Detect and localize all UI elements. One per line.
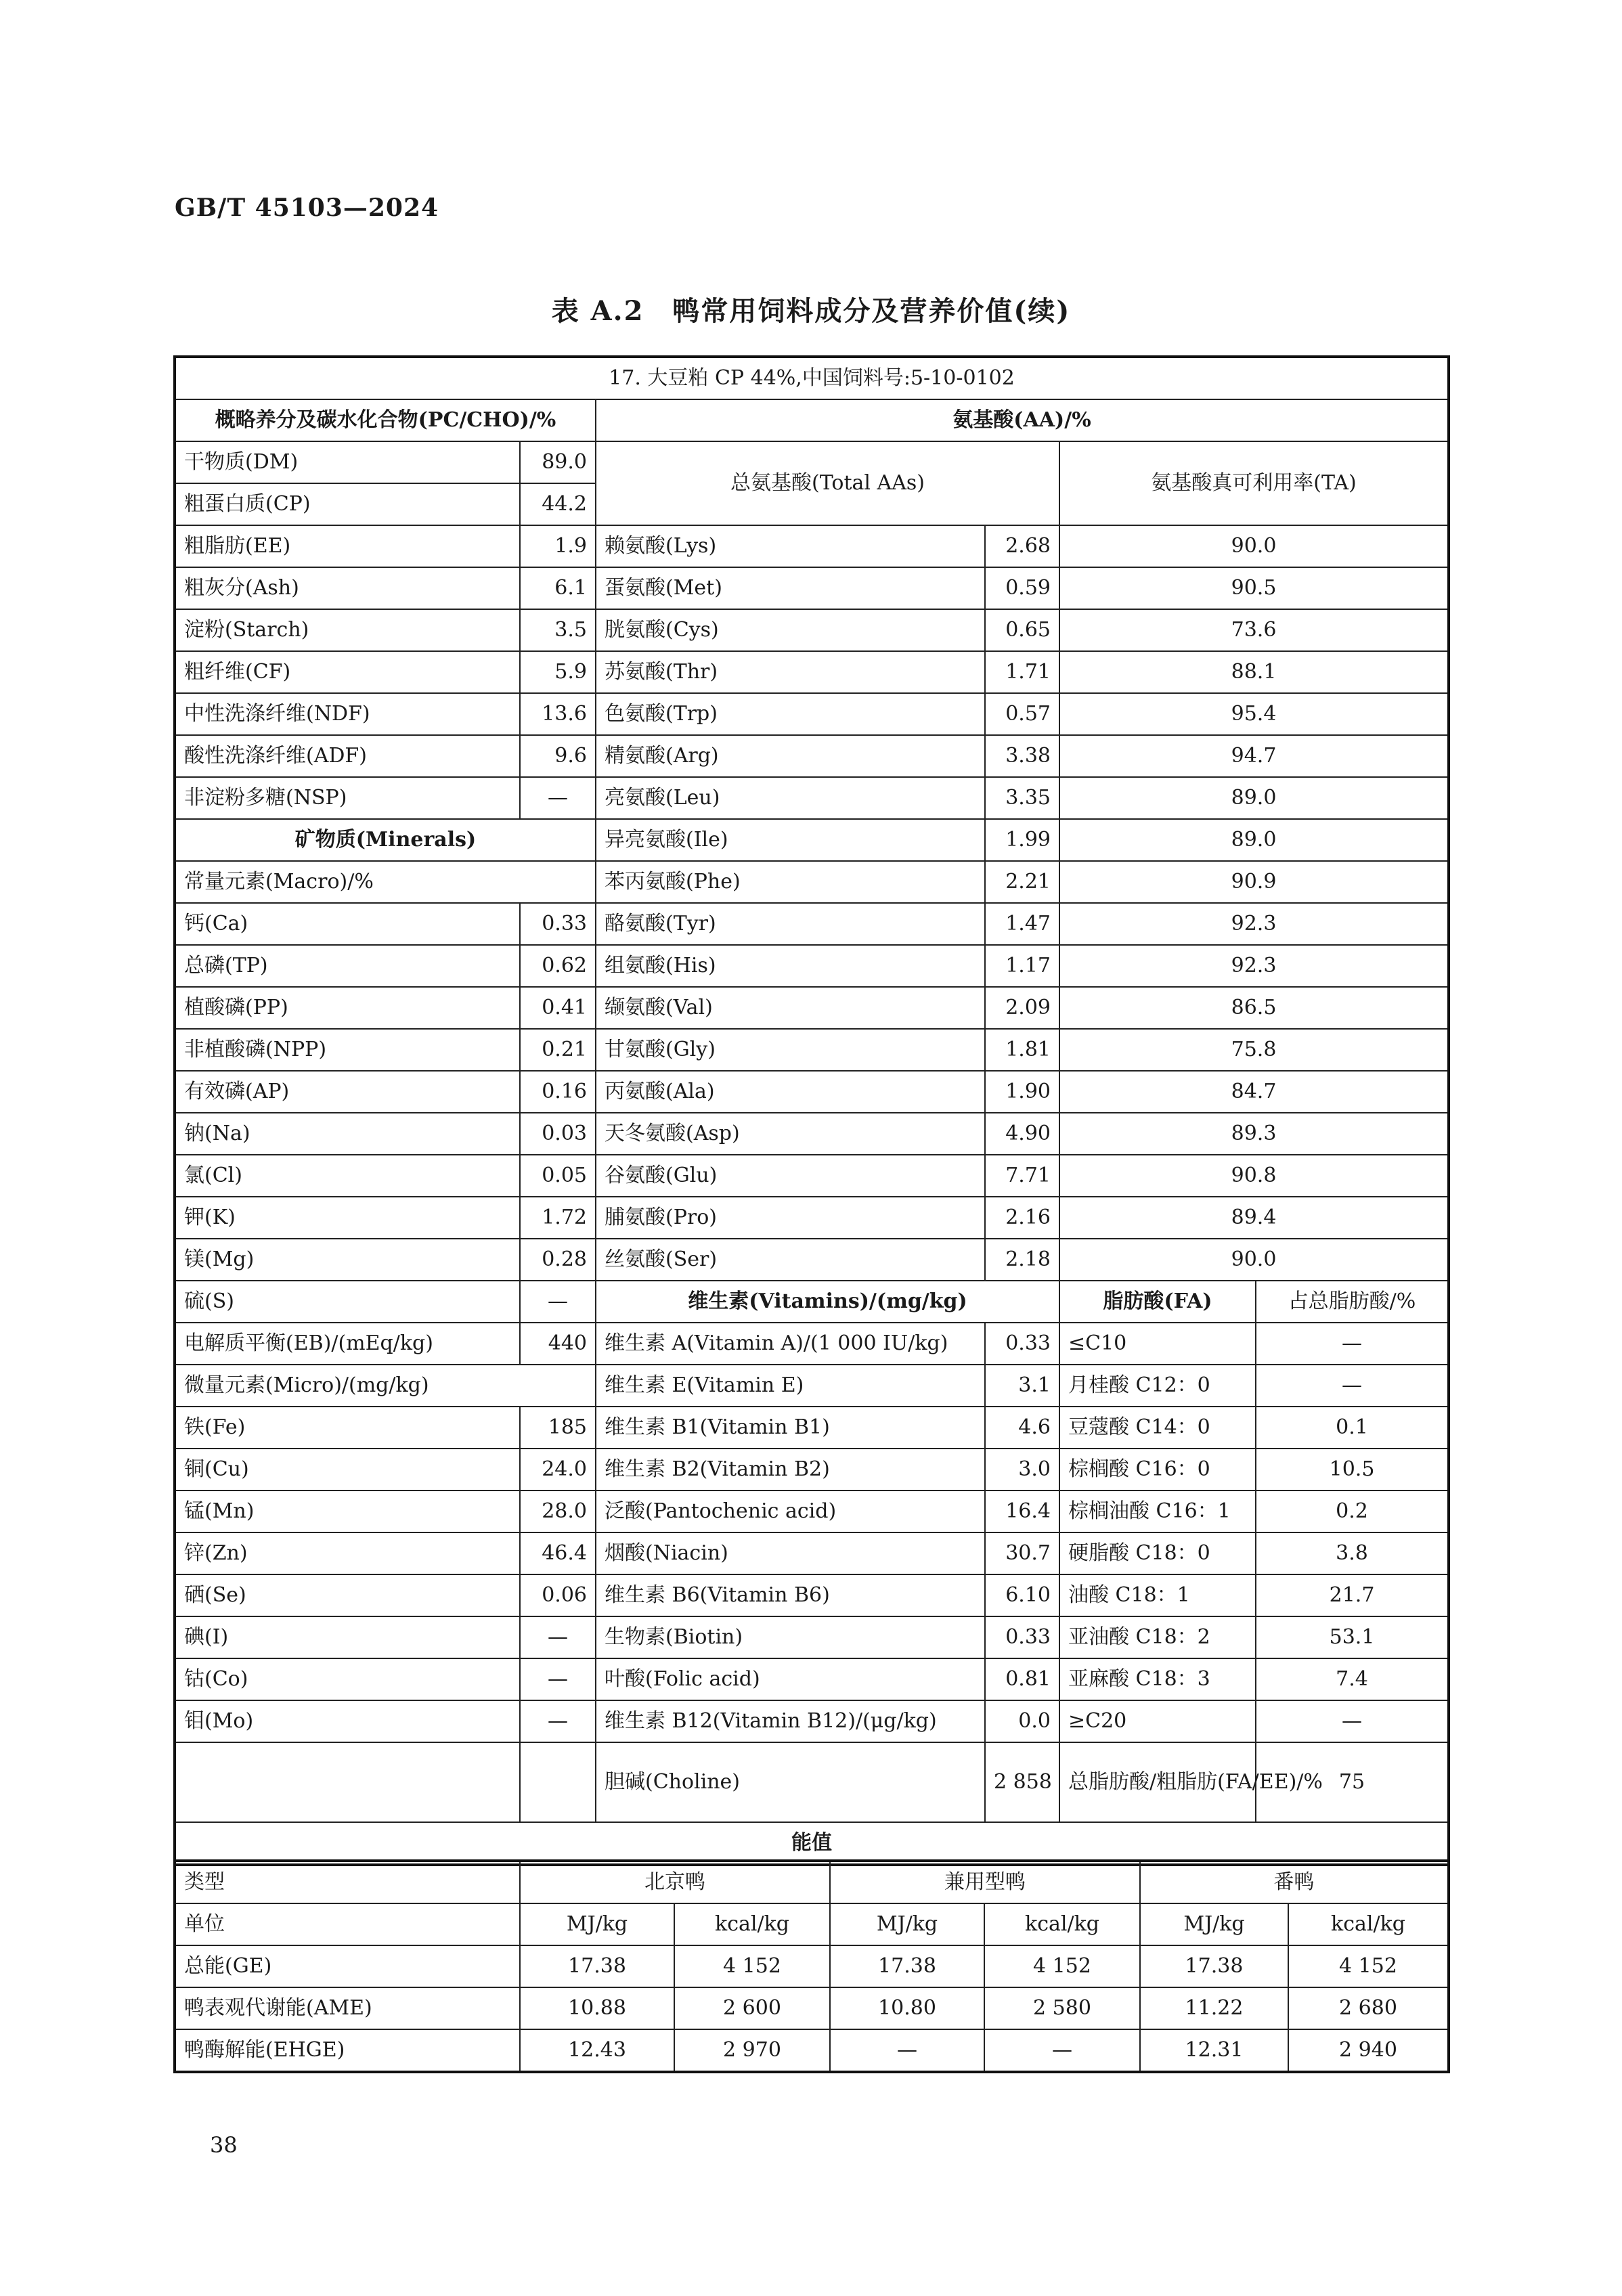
vitamin-name: 胆碱(Choline)	[596, 1742, 985, 1822]
vitamin-value: 3.1	[985, 1365, 1059, 1407]
fa-value: 0.1	[1256, 1407, 1449, 1449]
energy-label: 鸭酶解能(EHGE)	[175, 2029, 520, 2072]
type-label: 类型	[175, 1861, 520, 1903]
aa-value: 1.99	[985, 819, 1059, 861]
ta-value: 89.4	[1059, 1197, 1449, 1239]
vitamin-name: 维生素 A(Vitamin A)/(1 000 IU/kg)	[596, 1323, 985, 1365]
energy-value: 11.22	[1140, 1987, 1288, 2029]
aa-value: 3.38	[985, 735, 1059, 777]
vitamin-value: 30.7	[985, 1532, 1059, 1574]
row-value: 24.0	[520, 1449, 596, 1491]
row-value: 0.16	[520, 1071, 596, 1113]
table-row	[175, 1903, 1449, 1945]
aa-value: 1.90	[985, 1071, 1059, 1113]
row-value: 0.03	[520, 1113, 596, 1155]
vitamin-name: 维生素 B1(Vitamin B1)	[596, 1407, 985, 1449]
row-label: 酸性洗涤纤维(ADF)	[175, 735, 520, 777]
unit-cell: kcal/kg	[984, 1903, 1140, 1945]
vitamin-name: 烟酸(Niacin)	[596, 1532, 985, 1574]
ta-value: 90.0	[1059, 1239, 1449, 1281]
unit-cell: MJ/kg	[830, 1903, 984, 1945]
row-value: 89.0	[520, 441, 596, 483]
ta-value: 75.8	[1059, 1029, 1449, 1071]
row-value: 6.1	[520, 567, 596, 609]
row-label: 钠(Na)	[175, 1113, 520, 1155]
table-row	[175, 819, 1449, 861]
proximate-header: 概略养分及碳水化合物(PC/CHO)/%	[175, 399, 596, 441]
energy-value: 4 152	[674, 1945, 830, 1987]
unit-cell: MJ/kg	[1140, 1903, 1288, 1945]
aa-value: 1.47	[985, 903, 1059, 945]
table-row	[175, 1822, 1449, 1865]
vitamin-value: 16.4	[985, 1491, 1059, 1532]
aa-value: 7.71	[985, 1155, 1059, 1197]
row-label: 锌(Zn)	[175, 1532, 520, 1574]
aa-value: 0.65	[985, 609, 1059, 651]
table-row	[175, 903, 1449, 945]
fa-name: 棕榈油酸 C16：1	[1059, 1491, 1256, 1532]
vitamin-value: 0.33	[985, 1323, 1059, 1365]
total-aa-header: 总氨基酸(Total AAs)	[596, 441, 1059, 525]
minerals-header: 矿物质(Minerals)	[175, 819, 596, 861]
row-value: —	[520, 1700, 596, 1742]
feed-composition-table	[173, 355, 1450, 1866]
empty-cell	[175, 1742, 520, 1822]
row-label: 干物质(DM)	[175, 441, 520, 483]
fa-value: 7.4	[1256, 1658, 1449, 1700]
row-label: 氯(Cl)	[175, 1155, 520, 1197]
energy-value: 17.38	[830, 1945, 984, 1987]
table-row	[175, 399, 1449, 441]
aa-value: 1.71	[985, 651, 1059, 693]
group-muscovy-duck: 番鸭	[1140, 1861, 1449, 1903]
row-value: —	[520, 1281, 596, 1323]
unit-cell: kcal/kg	[1288, 1903, 1449, 1945]
row-value: 9.6	[520, 735, 596, 777]
row-value: —	[520, 777, 596, 819]
row-label: 镁(Mg)	[175, 1239, 520, 1281]
aa-value: 2.18	[985, 1239, 1059, 1281]
row-label: 钼(Mo)	[175, 1700, 520, 1742]
aa-value: 0.59	[985, 567, 1059, 609]
energy-table	[173, 1859, 1450, 2073]
vitamin-name: 维生素 B2(Vitamin B2)	[596, 1449, 985, 1491]
table-row	[175, 441, 1449, 483]
energy-value: 10.80	[830, 1987, 984, 2029]
empty-cell	[520, 1742, 596, 1822]
row-value: 440	[520, 1323, 596, 1365]
macro-header: 常量元素(Macro)/%	[175, 861, 596, 903]
unit-cell: MJ/kg	[520, 1903, 674, 1945]
fa-pct-header: 占总脂肪酸/%	[1256, 1281, 1449, 1323]
row-label: 钙(Ca)	[175, 903, 520, 945]
ta-value: 89.0	[1059, 777, 1449, 819]
row-label: 中性洗涤纤维(NDF)	[175, 693, 520, 735]
aa-name: 异亮氨酸(Ile)	[596, 819, 985, 861]
table-row	[175, 1987, 1449, 2029]
aa-name: 亮氨酸(Leu)	[596, 777, 985, 819]
ta-value: 88.1	[1059, 651, 1449, 693]
aa-value: 0.57	[985, 693, 1059, 735]
vitamin-value: 0.33	[985, 1616, 1059, 1658]
vitamin-value: 0.0	[985, 1700, 1059, 1742]
energy-value: 2 580	[984, 1987, 1140, 2029]
row-label: 有效磷(AP)	[175, 1071, 520, 1113]
aa-name: 组氨酸(His)	[596, 945, 985, 987]
aa-name: 色氨酸(Trp)	[596, 693, 985, 735]
row-value: 13.6	[520, 693, 596, 735]
fa-value: 75	[1256, 1742, 1449, 1822]
aa-value: 4.90	[985, 1113, 1059, 1155]
table-row	[175, 777, 1449, 819]
row-value: 185	[520, 1407, 596, 1449]
ta-value: 90.8	[1059, 1155, 1449, 1197]
ta-value: 95.4	[1059, 693, 1449, 735]
table-row	[175, 525, 1449, 567]
ta-header: 氨基酸真可利用率(TA)	[1059, 441, 1449, 525]
aa-name: 谷氨酸(Glu)	[596, 1155, 985, 1197]
micro-header: 微量元素(Micro)/(mg/kg)	[175, 1365, 596, 1407]
energy-value: 17.38	[520, 1945, 674, 1987]
row-label: 电解质平衡(EB)/(mEq/kg)	[175, 1323, 520, 1365]
table-row	[175, 1861, 1449, 1903]
table-row	[175, 2029, 1449, 2072]
table-row	[175, 693, 1449, 735]
row-label: 非植酸磷(NPP)	[175, 1029, 520, 1071]
table-row	[175, 1742, 1449, 1822]
row-value: —	[520, 1616, 596, 1658]
aa-name: 苯丙氨酸(Phe)	[596, 861, 985, 903]
ta-value: 90.0	[1059, 525, 1449, 567]
table-row	[175, 945, 1449, 987]
energy-value: —	[830, 2029, 984, 2072]
aa-name: 胱氨酸(Cys)	[596, 609, 985, 651]
unit-label: 单位	[175, 1903, 520, 1945]
row-value: 0.06	[520, 1574, 596, 1616]
vitamin-name: 泛酸(Pantochenic acid)	[596, 1491, 985, 1532]
table-row	[175, 1532, 1449, 1574]
table-row	[175, 861, 1449, 903]
aa-name: 苏氨酸(Thr)	[596, 651, 985, 693]
energy-value: 2 970	[674, 2029, 830, 2072]
aa-name: 甘氨酸(Gly)	[596, 1029, 985, 1071]
fa-value: 53.1	[1256, 1616, 1449, 1658]
row-value: 0.28	[520, 1239, 596, 1281]
table-row	[175, 987, 1449, 1029]
row-label: 硒(Se)	[175, 1574, 520, 1616]
energy-value: 2 680	[1288, 1987, 1449, 2029]
energy-value: 17.38	[1140, 1945, 1288, 1987]
row-label: 钾(K)	[175, 1197, 520, 1239]
fa-name: ≤C10	[1059, 1323, 1256, 1365]
row-label: 锰(Mn)	[175, 1491, 520, 1532]
ta-value: 92.3	[1059, 903, 1449, 945]
fa-value: 10.5	[1256, 1449, 1449, 1491]
table-row	[175, 1239, 1449, 1281]
aa-name: 丙氨酸(Ala)	[596, 1071, 985, 1113]
vitamin-value: 0.81	[985, 1658, 1059, 1700]
row-value: 5.9	[520, 651, 596, 693]
aa-value: 2.09	[985, 987, 1059, 1029]
aa-name: 酪氨酸(Tyr)	[596, 903, 985, 945]
row-label: 粗纤维(CF)	[175, 651, 520, 693]
row-label: 粗脂肪(EE)	[175, 525, 520, 567]
feed-title: 17. 大豆粕 CP 44%,中国饲料号:5-10-0102	[175, 357, 1449, 399]
table-row	[175, 1029, 1449, 1071]
row-value: 0.21	[520, 1029, 596, 1071]
energy-value: —	[984, 2029, 1140, 2072]
row-value: 28.0	[520, 1491, 596, 1532]
aa-name: 精氨酸(Arg)	[596, 735, 985, 777]
aa-name: 缬氨酸(Val)	[596, 987, 985, 1029]
ta-value: 86.5	[1059, 987, 1449, 1029]
table-row	[175, 1700, 1449, 1742]
aa-value: 1.81	[985, 1029, 1059, 1071]
aa-value: 3.35	[985, 777, 1059, 819]
fa-name: 硬脂酸 C18：0	[1059, 1532, 1256, 1574]
vitamin-value: 2 858	[985, 1742, 1059, 1822]
fa-name: 棕榈酸 C16：0	[1059, 1449, 1256, 1491]
table-title: 表 A.2 鸭常用饲料成分及营养价值(续)	[551, 295, 1071, 327]
energy-value: 2 600	[674, 1987, 830, 2029]
vitamin-name: 维生素 E(Vitamin E)	[596, 1365, 985, 1407]
fa-name: 亚油酸 C18：2	[1059, 1616, 1256, 1658]
table-row	[175, 735, 1449, 777]
aa-value: 1.17	[985, 945, 1059, 987]
energy-value: 12.31	[1140, 2029, 1288, 2072]
group-dual-purpose-duck: 兼用型鸭	[830, 1861, 1140, 1903]
ta-value: 94.7	[1059, 735, 1449, 777]
table-row	[175, 651, 1449, 693]
aa-name: 丝氨酸(Ser)	[596, 1239, 985, 1281]
table-row	[175, 1449, 1449, 1491]
ta-value: 92.3	[1059, 945, 1449, 987]
table-row	[175, 1323, 1449, 1365]
row-value: 0.41	[520, 987, 596, 1029]
ta-value: 90.9	[1059, 861, 1449, 903]
fa-header: 脂肪酸(FA)	[1059, 1281, 1256, 1323]
fa-value: —	[1256, 1365, 1449, 1407]
ta-value: 90.5	[1059, 567, 1449, 609]
row-label: 硫(S)	[175, 1281, 520, 1323]
table-row	[175, 1945, 1449, 1987]
fa-name: 月桂酸 C12：0	[1059, 1365, 1256, 1407]
row-value: 46.4	[520, 1532, 596, 1574]
energy-value: 4 152	[1288, 1945, 1449, 1987]
ta-value: 73.6	[1059, 609, 1449, 651]
table-row	[175, 1616, 1449, 1658]
energy-value: 10.88	[520, 1987, 674, 2029]
aa-value: 2.68	[985, 525, 1059, 567]
table-row	[175, 357, 1449, 399]
table-row	[175, 1365, 1449, 1407]
ta-value: 84.7	[1059, 1071, 1449, 1113]
row-value: 3.5	[520, 609, 596, 651]
standard-code: GB/T 45103—2024	[175, 194, 439, 222]
vitamin-name: 叶酸(Folic acid)	[596, 1658, 985, 1700]
row-value: 0.05	[520, 1155, 596, 1197]
fa-value: 3.8	[1256, 1532, 1449, 1574]
row-value: 1.9	[520, 525, 596, 567]
vitamin-name: 维生素 B6(Vitamin B6)	[596, 1574, 985, 1616]
table-row	[175, 1407, 1449, 1449]
table-row	[175, 567, 1449, 609]
energy-value: 4 152	[984, 1945, 1140, 1987]
fa-value: 0.2	[1256, 1491, 1449, 1532]
row-label: 铜(Cu)	[175, 1449, 520, 1491]
row-value: 0.33	[520, 903, 596, 945]
row-value: 1.72	[520, 1197, 596, 1239]
ta-value: 89.0	[1059, 819, 1449, 861]
table-row	[175, 1491, 1449, 1532]
aa-value: 2.16	[985, 1197, 1059, 1239]
row-label: 植酸磷(PP)	[175, 987, 520, 1029]
page-number: 38	[210, 2132, 238, 2158]
energy-label: 鸭表观代谢能(AME)	[175, 1987, 520, 2029]
energy-value: 12.43	[520, 2029, 674, 2072]
fa-name: 亚麻酸 C18：3	[1059, 1658, 1256, 1700]
aa-name: 蛋氨酸(Met)	[596, 567, 985, 609]
row-label: 粗蛋白质(CP)	[175, 483, 520, 525]
aa-name: 脯氨酸(Pro)	[596, 1197, 985, 1239]
aa-name: 赖氨酸(Lys)	[596, 525, 985, 567]
fa-value: —	[1256, 1700, 1449, 1742]
table-row	[175, 1071, 1449, 1113]
row-label: 碘(I)	[175, 1616, 520, 1658]
row-label: 淀粉(Starch)	[175, 609, 520, 651]
fa-name: 豆蔻酸 C14：0	[1059, 1407, 1256, 1449]
table-row	[175, 1197, 1449, 1239]
aa-name: 天冬氨酸(Asp)	[596, 1113, 985, 1155]
row-label: 铁(Fe)	[175, 1407, 520, 1449]
row-value: 44.2	[520, 483, 596, 525]
group-beijing-duck: 北京鸭	[520, 1861, 830, 1903]
fa-value: —	[1256, 1323, 1449, 1365]
fa-name: 油酸 C18：1	[1059, 1574, 1256, 1616]
energy-header: 能值	[175, 1822, 1449, 1865]
ta-value: 89.3	[1059, 1113, 1449, 1155]
table-row	[175, 1658, 1449, 1700]
table-row	[175, 609, 1449, 651]
row-label: 非淀粉多糖(NSP)	[175, 777, 520, 819]
fa-name: 总脂肪酸/粗脂肪(FA/EE)/%	[1059, 1742, 1256, 1822]
unit-cell: kcal/kg	[674, 1903, 830, 1945]
aa-value: 2.21	[985, 861, 1059, 903]
table-row	[175, 1574, 1449, 1616]
table-row	[175, 1281, 1449, 1323]
energy-value: 2 940	[1288, 2029, 1449, 2072]
row-label: 钴(Co)	[175, 1658, 520, 1700]
fa-name: ≥C20	[1059, 1700, 1256, 1742]
row-label: 粗灰分(Ash)	[175, 567, 520, 609]
vitamin-name: 生物素(Biotin)	[596, 1616, 985, 1658]
amino-acid-header: 氨基酸(AA)/%	[596, 399, 1449, 441]
fa-value: 21.7	[1256, 1574, 1449, 1616]
row-label: 总磷(TP)	[175, 945, 520, 987]
table-row	[175, 1113, 1449, 1155]
vitamin-value: 6.10	[985, 1574, 1059, 1616]
vitamin-value: 3.0	[985, 1449, 1059, 1491]
vitamin-value: 4.6	[985, 1407, 1059, 1449]
vitamins-header: 维生素(Vitamins)/(mg/kg)	[596, 1281, 1059, 1323]
row-value: —	[520, 1658, 596, 1700]
table-row	[175, 1155, 1449, 1197]
vitamin-name: 维生素 B12(Vitamin B12)/(μg/kg)	[596, 1700, 985, 1742]
energy-label: 总能(GE)	[175, 1945, 520, 1987]
row-value: 0.62	[520, 945, 596, 987]
